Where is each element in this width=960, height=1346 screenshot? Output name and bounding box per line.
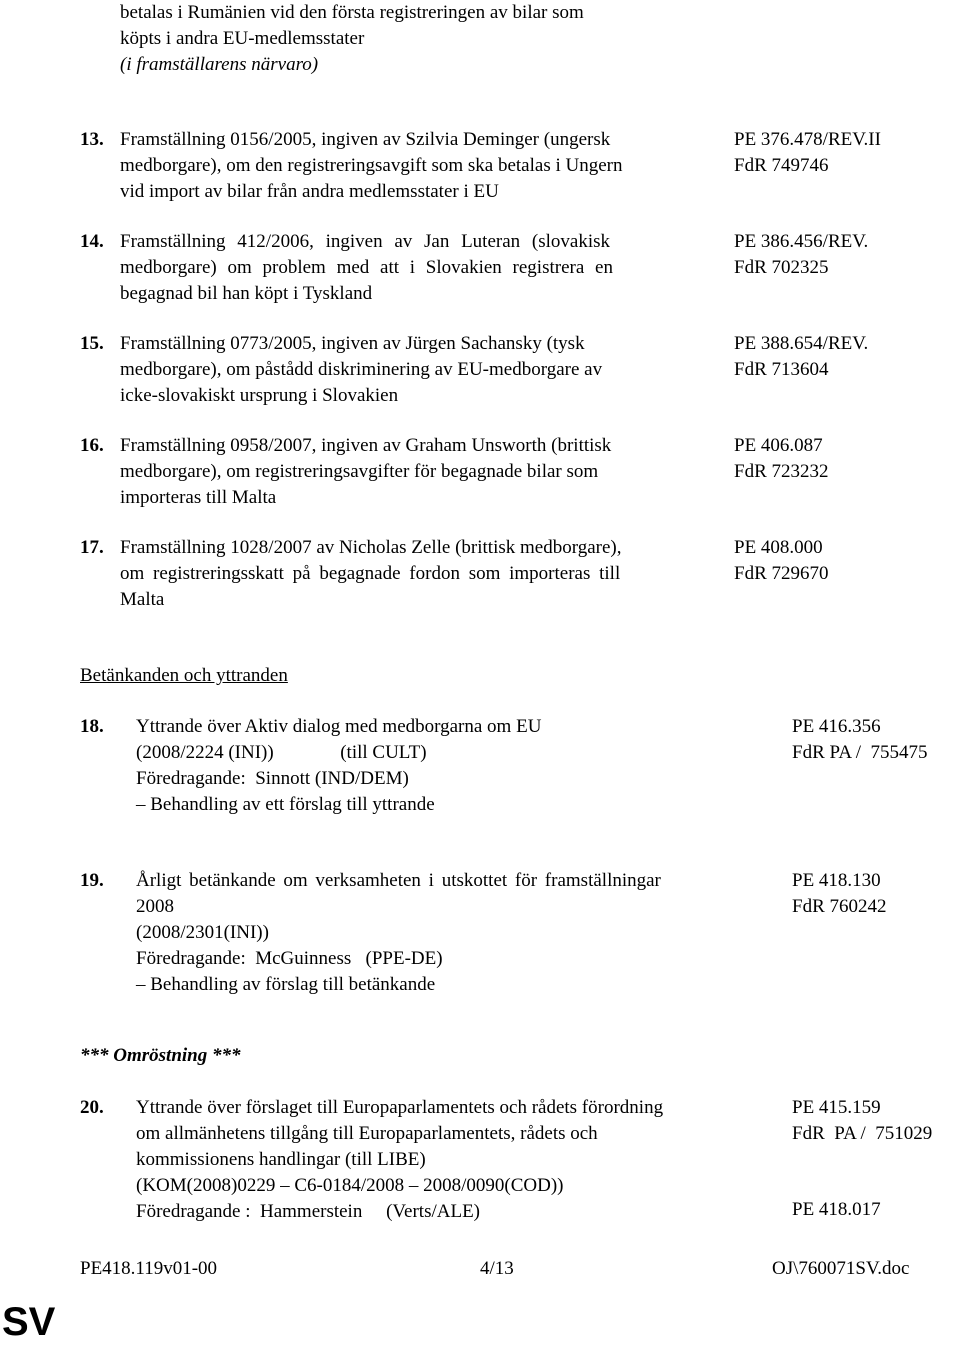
item-number: 19. bbox=[80, 870, 104, 891]
pe-reference: PE 376.478/REV.II bbox=[734, 129, 881, 150]
item-number: 15. bbox=[80, 333, 104, 354]
item-line: Framställning 1028/2007 av Nicholas Zelle (brittisk medborgare), bbox=[120, 537, 622, 558]
pe-reference: PE 416.356 bbox=[792, 716, 881, 737]
intro-block bbox=[120, 0, 710, 78]
item-text bbox=[120, 127, 710, 205]
item-line: medborgare), om registreringsavgifter för begagnade bilar som bbox=[120, 461, 599, 482]
item-number: 14. bbox=[80, 231, 104, 252]
vote-heading: *** Omröstning *** bbox=[80, 1045, 241, 1066]
item-refs bbox=[792, 714, 928, 766]
item-refs bbox=[734, 331, 868, 383]
item-line: medborgare), om den registreringsavgift som ska betalas i Ungern bbox=[120, 155, 623, 176]
item-number: 18. bbox=[80, 716, 104, 737]
item-refs bbox=[734, 433, 829, 485]
intro-line: köpts i andra EU-medlemsstater bbox=[120, 28, 365, 49]
item-refs bbox=[792, 1095, 932, 1147]
item-line: om allmänhetens tillgång till Europaparlamentets, rådets och bbox=[136, 1123, 598, 1144]
pe-reference: PE 406.087 bbox=[734, 435, 823, 456]
fdr-reference: FdR 749746 bbox=[734, 155, 829, 176]
pe-reference: PE 418.130 bbox=[792, 870, 881, 891]
item-line: medborgare), om påstådd diskriminering av EU-medborgare av bbox=[120, 359, 603, 380]
rapporteur-line: Föredragande : Hammerstein (Verts/ALE) bbox=[136, 1201, 481, 1222]
section-heading: Betänkanden och yttranden bbox=[80, 665, 288, 686]
item-line: Framställning 0773/2005, ingiven av Jürgen Sachansky (tysk bbox=[120, 333, 585, 354]
item-text bbox=[120, 535, 710, 613]
pe-reference: PE 408.000 bbox=[734, 537, 823, 558]
item-line: Yttrande över förslaget till Europaparlamentets och rådets förordning bbox=[136, 1097, 664, 1118]
fdr-reference: FdR 723232 bbox=[734, 461, 829, 482]
item-line: Yttrande över Aktiv dialog med medborgarna om EU bbox=[136, 716, 542, 737]
item-text bbox=[136, 714, 766, 818]
intro-line: betalas i Rumänien vid den första registreringen av bilar som bbox=[120, 2, 584, 23]
item-number: 20. bbox=[80, 1097, 104, 1118]
item-number: 16. bbox=[80, 435, 104, 456]
item-line: om registreringsskatt på begagnade fordon som importeras till bbox=[120, 563, 621, 584]
item-text bbox=[120, 433, 710, 511]
item-text bbox=[120, 331, 710, 409]
footer-left: PE418.119v01-00 bbox=[80, 1258, 218, 1279]
item-line: Årligt betänkande om verksamheten i utskottet för framställningar bbox=[136, 870, 661, 891]
fdr-reference: FdR 713604 bbox=[734, 359, 829, 380]
item-line: icke-slovakiskt ursprung i Slovakien bbox=[120, 385, 399, 406]
item-text bbox=[136, 868, 766, 998]
item-line: (2008/2301(INI)) bbox=[136, 922, 269, 943]
rapporteur-line: Föredragande: McGuinness (PPE-DE) bbox=[136, 948, 443, 969]
fdr-reference: FdR PA / 751029 bbox=[792, 1123, 933, 1144]
item-number: 13. bbox=[80, 129, 104, 150]
item-line: medborgare) om problem med att i Slovakien registrera en bbox=[120, 257, 613, 278]
intro-line: (i framställarens närvaro) bbox=[120, 54, 319, 75]
item-line: Framställning 0958/2007, ingiven av Graham Unsworth (brittisk bbox=[120, 435, 612, 456]
item-line: 2008 bbox=[136, 896, 174, 917]
item-text bbox=[120, 229, 710, 307]
pe-reference: PE 388.654/REV. bbox=[734, 333, 869, 354]
item-line: kommissionens handlingar (till LIBE) bbox=[136, 1149, 426, 1170]
pe-reference: PE 415.159 bbox=[792, 1097, 881, 1118]
item-line: – Behandling av förslag till betänkande bbox=[136, 974, 436, 995]
pe-reference-bottom: PE 418.017 bbox=[792, 1199, 881, 1220]
language-tag: SV bbox=[2, 1300, 56, 1344]
item-line: importeras till Malta bbox=[120, 487, 277, 508]
footer-page-number: 4/13 bbox=[480, 1258, 514, 1279]
item-line: (2008/2224 (INI)) (till CULT) bbox=[136, 742, 427, 763]
footer-right: OJ\760071SV.doc bbox=[772, 1258, 910, 1279]
item-text bbox=[136, 1095, 776, 1225]
fdr-reference: FdR PA / 755475 bbox=[792, 742, 928, 763]
item-line: Framställning 412/2006, ingiven av Jan Luteran (slovakisk bbox=[120, 231, 611, 252]
pe-reference: PE 386.456/REV. bbox=[734, 231, 869, 252]
item-refs bbox=[792, 868, 887, 920]
item-line: Framställning 0156/2005, ingiven av Szilvia Deminger (ungersk bbox=[120, 129, 611, 150]
item-line: vid import av bilar från andra medlemsstater i EU bbox=[120, 181, 499, 202]
procedure-line: (KOM(2008)0229 – C6-0184/2008 – 2008/0090(COD)) bbox=[136, 1175, 564, 1196]
item-refs bbox=[734, 535, 829, 587]
fdr-reference: FdR 729670 bbox=[734, 563, 829, 584]
fdr-reference: FdR 702325 bbox=[734, 257, 829, 278]
item-number: 17. bbox=[80, 537, 104, 558]
item-refs bbox=[734, 127, 881, 179]
item-line: – Behandling av ett förslag till yttrande bbox=[136, 794, 435, 815]
item-refs bbox=[734, 229, 868, 281]
rapporteur-line: Föredragande: Sinnott (IND/DEM) bbox=[136, 768, 409, 789]
fdr-reference: FdR 760242 bbox=[792, 896, 887, 917]
item-line: begagnad bil han köpt i Tyskland bbox=[120, 283, 373, 304]
item-line: Malta bbox=[120, 589, 165, 610]
